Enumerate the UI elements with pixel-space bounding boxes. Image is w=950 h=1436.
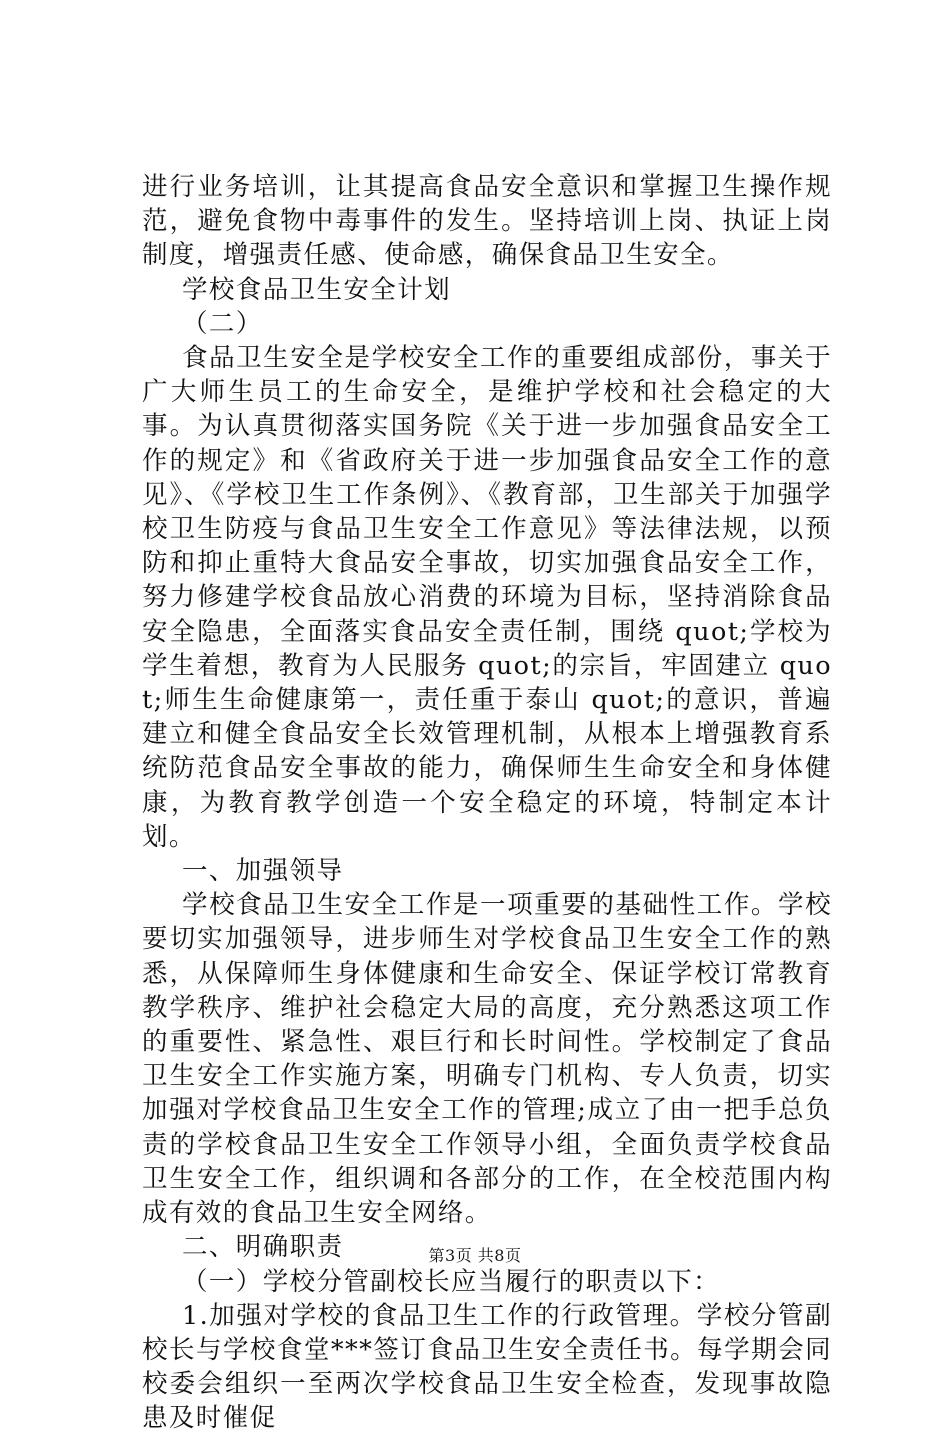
heading-leadership: 一、加强领导 bbox=[182, 856, 344, 887]
paragraph-duty-1: 1.加强对学校的食品卫生工作的行政管理。学校分管副校长与学校食堂***签订食品卫生安全责任书。每学期会同校委会组织一至两次学校食品卫生安全检查，发现事故隐患及时催促 bbox=[142, 1300, 832, 1434]
heading-responsibilities: 二、明确职责 bbox=[182, 1232, 344, 1263]
subheading-vice-principal-duties: （一）学校分管副校长应当履行的职责以下： bbox=[182, 1266, 721, 1297]
paragraph-overview: 食品卫生安全是学校安全工作的重要组成部份，事关于广大师生员工的生命安全，是维护学校和社会稳定的大事。为认真贯彻落实国务院《关于进一步加强食品安全工作的规定》和《省政府关于进一步加强食品安全工作的意见》、《学校卫生工作条例》、《教育部，卫生部关于加强学校卫生防疫与食品卫生安全工作意见》等法律法规，以预防和抑止重特大食品安全事故，切实加强食品安全工作，努力修建学校食品放心消费的环境为目标，坚持消除食品安全隐患，全面落实食品安全责任制，围绕 quot;学校为学生着想，教育为人民服务 quot;的宗旨，牢固建立 quot;师生生命健康第一，责任重于泰山 quot;的意识，普遍建立和健全食品安全长效管理机制，从根本上增强教育系统防范食品安全事故的能力，确保师生生命安全和身体健康，为教育教学创造一个安全稳定的环境，特制定本计划。 bbox=[142, 343, 832, 852]
paragraph-intro-continuation: 进行业务培训，让其提高食品安全意识和掌握卫生操作规范，避免食物中毒事件的发生。坚持培训上岗、执证上岗制度，增强责任感、使命感，确保食品卫生安全。 bbox=[142, 172, 832, 271]
page-number-footer: 第3页 共8页 bbox=[428, 1246, 522, 1265]
section-number: （二） bbox=[182, 308, 263, 339]
paragraph-leadership: 学校食品卫生安全工作是一项重要的基础性工作。学校要切实加强领导，进步师生对学校食品卫生安全工作的熟悉，从保障师生身体健康和生命安全、保证学校订常教育教学秩序、维护社会稳定大局的高度，充分熟悉这项工作的重要性、紧急性、艰巨行和长时间性。学校制定了食品卫生安全工作实施方案，明确专门机构、专人负责，切实加强对学校食品卫生安全工作的管理;成立了由一把手总负责的学校食品卫生安全工作领导小组，全面负责学校食品卫生安全工作，组织调和各部分的工作，在全校范围内构成有效的食品卫生安全网络。 bbox=[142, 890, 832, 1229]
section-title: 学校食品卫生安全计划 bbox=[182, 274, 452, 305]
